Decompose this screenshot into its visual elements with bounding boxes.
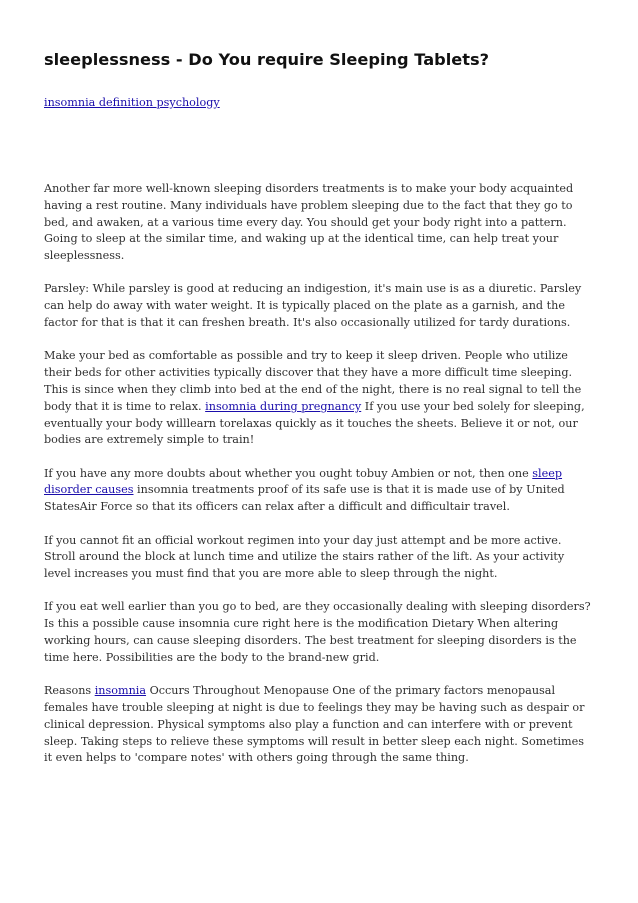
paragraph-6: If you eat well earlier than you go to bed, are they occasionally dealing with sleeping disorders? Is this a possible cause insomnia cure right here is the modification Dietary When altering working hours, can cause sleeping disorders. The best treatment for sleeping disorders is the time here. Possibilities are the body to the brand-new grid. (44, 600, 591, 664)
page-title: sleeplessness - Do You require Sleeping Tablets? (44, 50, 490, 69)
top-link-container (44, 95, 592, 111)
paragraph-4-text-after: insomnia treatments proof of its safe use is that it is made use of by United StatesAir Force so that its officers can relax after a difficult and difficultair travel. (44, 483, 565, 514)
paragraph-4 (44, 466, 592, 516)
paragraph-3 (44, 348, 592, 449)
paragraph-3-text-before: Make your bed as comfortable as possible and try to keep it sleep driven. People who utilize their beds for other activities typically discover that they have a more difficult time sleeping. This is since when they climb into bed at the end of the night, there is no real signal to tell the body that it is time to relax. (44, 349, 582, 413)
paragraph-3-text-after: If you use your bed solely for sleeping, eventually your body willlearn torelaxas quickly as it touches the sheets. Believe it or not, our bodies are extremely simple to train! (44, 399, 585, 447)
article-body (44, 181, 592, 767)
paragraph-7-text-after: Occurs Throughout Menopause One of the primary factors menopausal females have trouble sleeping at night is due to feelings they may be having such as despair or clinical depression. Physical symptoms also play a function and can interfere with or prevent sleep. Taking steps to relieve these symptoms will result in better sleep each night. Sometimes it even helps to 'compare notes' with others going through the same thing. (44, 684, 585, 765)
link-insomnia-during-pregnancy[interactable]: insomnia during pregnancy (205, 399, 362, 413)
paragraph-4-text-before: If you have any more doubts about whether you ought tobuy Ambien or not, then one (44, 466, 533, 480)
paragraph-2: Parsley: While parsley is good at reducing an indigestion, it's main use is as a diuretic. Parsley can help do away with water weight. It is typically placed on the plate as a garnish, and the factor for that is that it can freshen breath. It's also occasionally utilized for tardy durations. (44, 282, 582, 330)
paragraph-1: Another far more well-known sleeping disorders treatments is to make your body acquainted having a rest routine. Many individuals have problem sleeping due to the fact that they go to bed, and awaken, at a various time every day. You should get your body right into a pattern. Going to sleep at the similar time, and waking up at the identical time, can help treat your sleeplessness. (44, 182, 574, 263)
document-page (44, 48, 592, 784)
paragraph-7 (44, 683, 592, 767)
link-sleep-disorder-causes[interactable]: sleep disorder causes (44, 466, 563, 497)
link-insomnia[interactable]: insomnia (94, 684, 147, 698)
paragraph-7-text-before: Reasons (44, 684, 95, 698)
top-link[interactable]: insomnia definition psychology (44, 96, 220, 109)
paragraph-5: If you cannot fit an official workout regimen into your day just attempt and be more active. Stroll around the block at lunch time and utilize the stairs rather of the lift. As your activity level increases you must find that you are more able to sleep through the night. (44, 533, 565, 581)
